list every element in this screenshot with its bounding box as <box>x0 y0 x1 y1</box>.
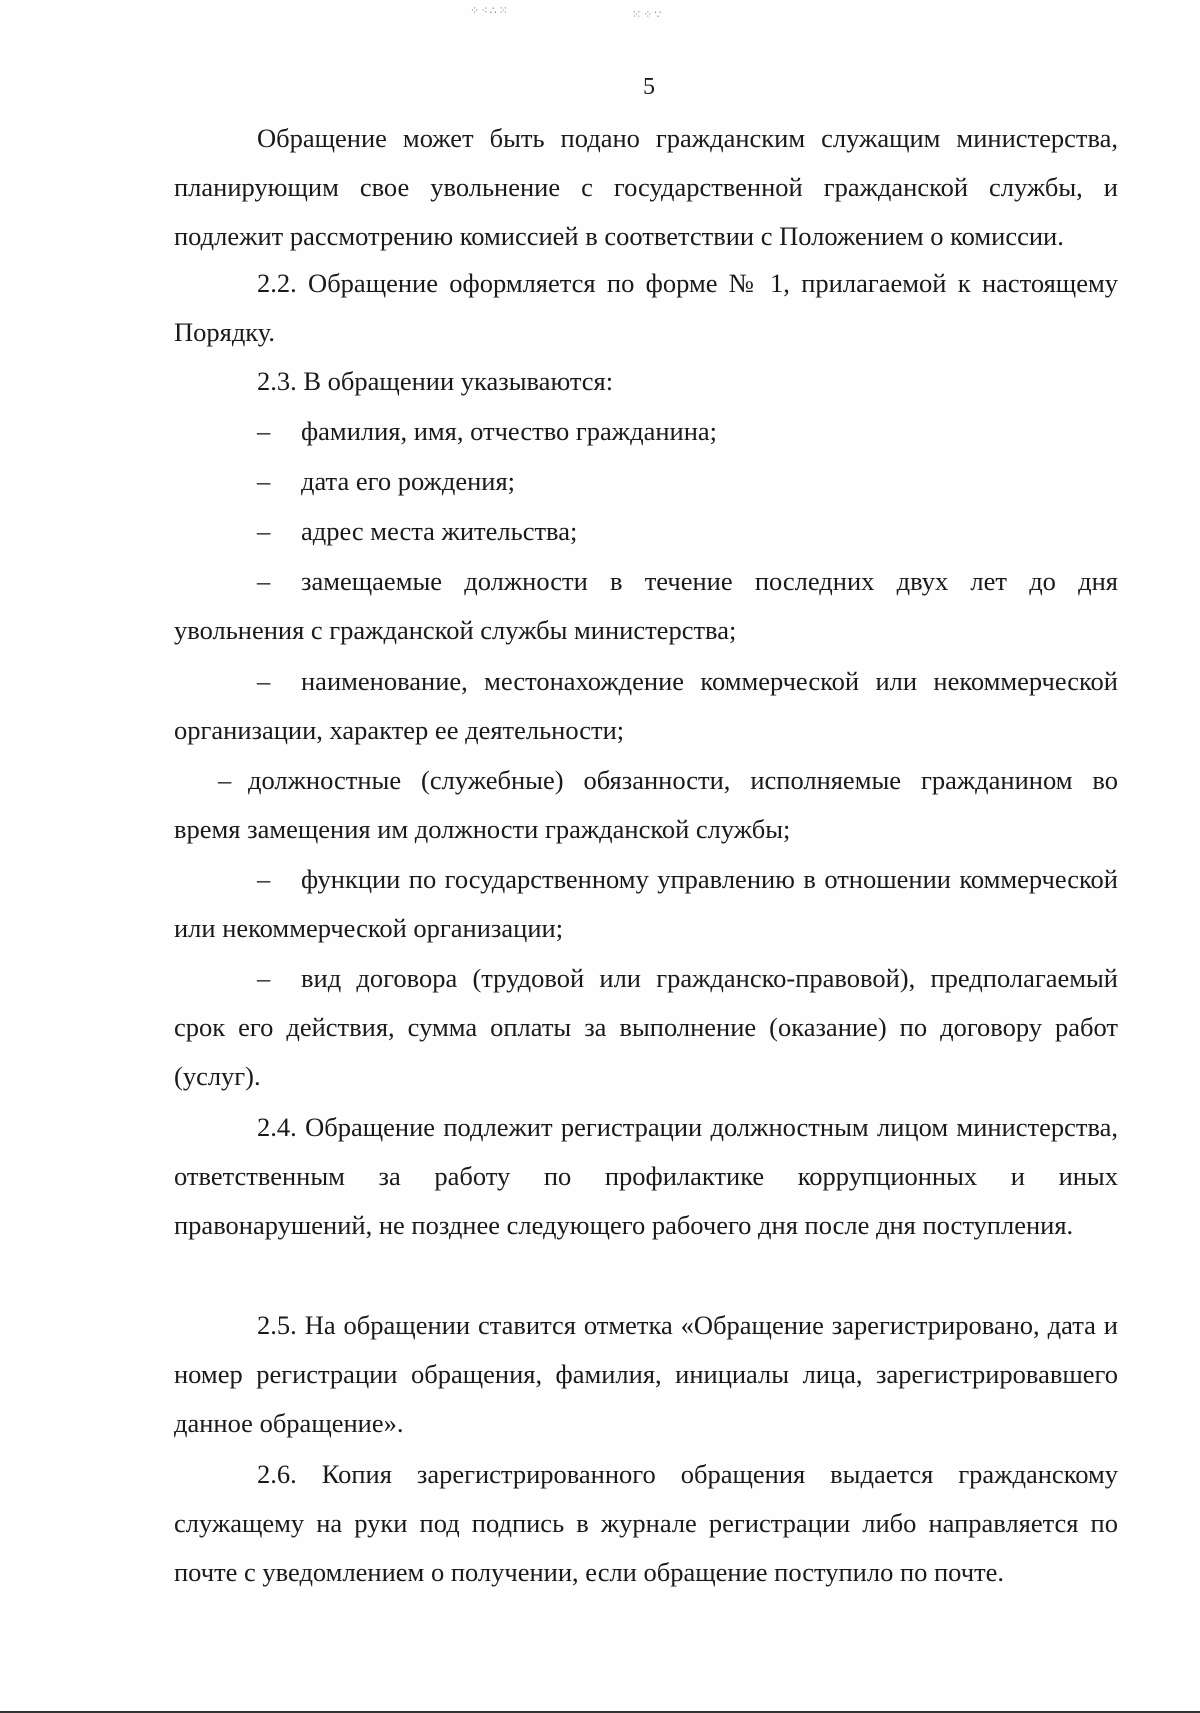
list-item-text: фамилия, имя, отчество гражданина; <box>301 416 718 446</box>
dash-marker: – <box>257 516 271 546</box>
dash-marker: – <box>257 416 271 446</box>
scan-artifact: ⁘⁖∴⁙ <box>470 5 510 17</box>
list-item-text: функции по государственному управлению в отношении коммерческой или некоммерческой организации; <box>174 864 1118 943</box>
list-item <box>174 756 1118 854</box>
list-item-text: вид договора (трудовой или гражданско-правовой), предполагаемый срок его действия, сумма оплаты за выполнение (оказание) по договору работ (услуг). <box>174 963 1118 1091</box>
dash-marker: – <box>257 963 271 993</box>
dash-marker: – <box>257 666 271 696</box>
list-item <box>174 457 1118 506</box>
dash-marker: – <box>257 864 271 894</box>
list-item <box>174 407 1118 456</box>
page-number: 5 <box>643 74 655 100</box>
list-item <box>174 557 1118 655</box>
list-item <box>174 657 1118 755</box>
list-item <box>174 507 1118 556</box>
paragraph-2-4: 2.4. Обращение подлежит регистрации должностным лицом министерства, ответственным за работу по профилактике коррупционных и иных правонарушений, не позднее следующего рабочего дня после дня поступления. <box>174 1112 1118 1240</box>
dash-marker: – <box>257 566 271 596</box>
dash-marker: – <box>218 765 232 795</box>
paragraph-intro: Обращение может быть подано гражданским служащим министерства, планирующим свое увольнение с государственной гражданской службы, и подлежит рассмотрению комиссией в соответствии с Положением о комиссии. <box>174 123 1118 251</box>
dash-marker: – <box>257 466 271 496</box>
list-item <box>174 855 1118 953</box>
list-item-text: адрес места жительства; <box>301 516 578 546</box>
list-item <box>174 954 1118 1101</box>
paragraph-2-5: 2.5. На обращении ставится отметка «Обращение зарегистрировано, дата и номер регистрации обращения, фамилия, инициалы лица, зарегистрировавшего данное обращение». <box>174 1310 1118 1438</box>
paragraph-2-2: 2.2. Обращение оформляется по форме № 1, прилагаемой к настоящему Порядку. <box>174 268 1118 347</box>
list-item-text: замещаемые должности в течение последних двух лет до дня увольнения с гражданской службы министерства; <box>174 566 1118 645</box>
scan-artifact: ⁙⁘∵ <box>632 9 664 21</box>
paragraph-2-6: 2.6. Копия зарегистрированного обращения выдается гражданскому служащему на руки под подпись в журнале регистрации либо направляется по почте с уведомлением о получении, если обращение поступило по почте. <box>174 1459 1118 1587</box>
list-item-text: дата его рождения; <box>301 466 516 496</box>
list-item-text: наименование, местонахождение коммерческой или некоммерческой организации, характер ее деятельности; <box>174 666 1118 745</box>
list-item-text: должностные (служебные) обязанности, исполняемые гражданином во время замещения им должности гражданской службы; <box>174 765 1118 844</box>
paragraph-2-3: 2.3. В обращении указываются: <box>257 366 614 396</box>
